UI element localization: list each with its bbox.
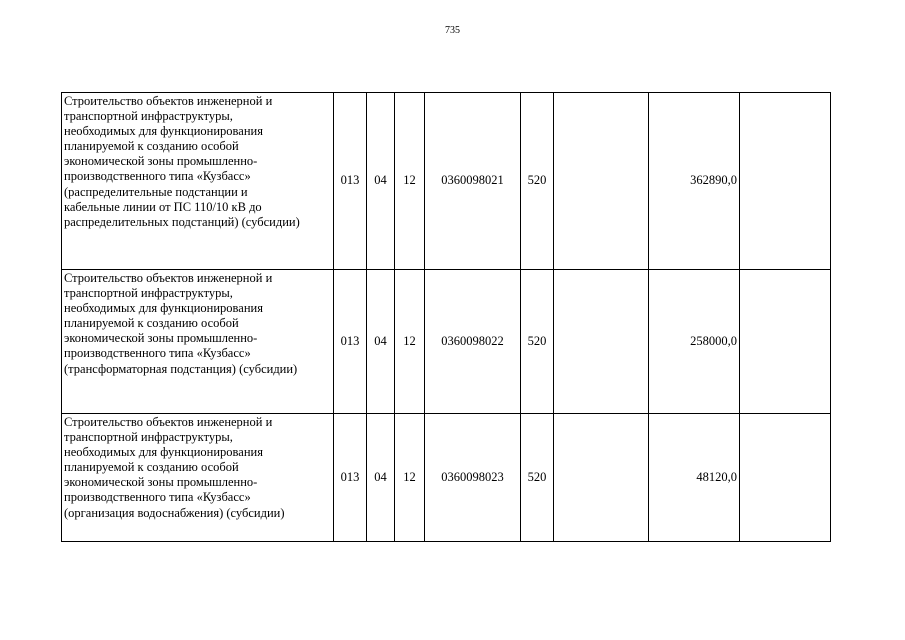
- empty-cell: [554, 270, 649, 414]
- ministry-code-cell: 013: [334, 414, 367, 542]
- expense-name-line: транспортной инфраструктуры,: [64, 430, 233, 445]
- expense-name-line: Строительство объектов инженерной и: [64, 271, 273, 285]
- expense-name-line: экономической зоны промышленно-: [64, 475, 258, 490]
- expense-name-line: Строительство объектов инженерной и: [64, 415, 273, 429]
- expense-name-line: производственного типа «Кузбасс»: [64, 169, 251, 184]
- section-code-cell: 04: [367, 270, 395, 414]
- expense-name-line: (организация водоснабжения) (субсидии): [64, 505, 285, 520]
- amount-cell: 258000,0: [649, 270, 740, 414]
- table-row: [62, 270, 831, 414]
- expense-name-line: экономической зоны промышленно-: [64, 154, 258, 169]
- expense-name-line: транспортной инфраструктуры,: [64, 286, 233, 301]
- expense-type-cell: 520: [521, 270, 554, 414]
- expense-name-line: планируемой к созданию особой: [64, 139, 239, 154]
- expense-name-line: планируемой к созданию особой: [64, 316, 239, 331]
- empty-cell: [740, 414, 831, 542]
- ministry-code-cell: 013: [334, 93, 367, 270]
- page-number: 735: [445, 25, 460, 36]
- table-row: [62, 93, 831, 270]
- target-article-cell: 0360098023: [425, 414, 521, 542]
- empty-cell: [740, 93, 831, 270]
- expense-name-line: экономической зоны промышленно-: [64, 331, 258, 346]
- expense-name-line: транспортной инфраструктуры,: [64, 109, 233, 124]
- expense-name-line: необходимых для функционирования: [64, 301, 263, 316]
- amount-cell: 362890,0: [649, 93, 740, 270]
- section-code-cell: 04: [367, 414, 395, 542]
- expense-name-line: необходимых для функционирования: [64, 124, 263, 139]
- subsection-code-cell: 12: [395, 414, 425, 542]
- expense-name-line: Строительство объектов инженерной и: [64, 94, 273, 108]
- expense-type-cell: 520: [521, 414, 554, 542]
- budget-table: [61, 92, 831, 542]
- expense-name-line: (распределительные подстанции и: [64, 184, 248, 199]
- amount-cell: 48120,0: [649, 414, 740, 542]
- expense-name-line: распределительных подстанций) (субсидии): [64, 214, 300, 229]
- section-code-cell: 04: [367, 93, 395, 270]
- empty-cell: [554, 414, 649, 542]
- expense-name-line: кабельные линии от ПС 110/10 кВ до: [64, 199, 262, 214]
- expense-name-cell: [62, 270, 334, 414]
- expense-name-cell: [62, 93, 334, 270]
- target-article-cell: 0360098021: [425, 93, 521, 270]
- expense-name-line: производственного типа «Кузбасс»: [64, 346, 251, 361]
- empty-cell: [554, 93, 649, 270]
- expense-name-line: необходимых для функционирования: [64, 445, 263, 460]
- expense-type-cell: 520: [521, 93, 554, 270]
- expense-name-line: производственного типа «Кузбасс»: [64, 490, 251, 505]
- table-row: [62, 414, 831, 542]
- subsection-code-cell: 12: [395, 270, 425, 414]
- expense-name-cell: [62, 414, 334, 542]
- target-article-cell: 0360098022: [425, 270, 521, 414]
- empty-cell: [740, 270, 831, 414]
- expense-name-line: планируемой к созданию особой: [64, 460, 239, 475]
- subsection-code-cell: 12: [395, 93, 425, 270]
- expense-name-line: (трансформаторная подстанция) (субсидии): [64, 361, 298, 376]
- ministry-code-cell: 013: [334, 270, 367, 414]
